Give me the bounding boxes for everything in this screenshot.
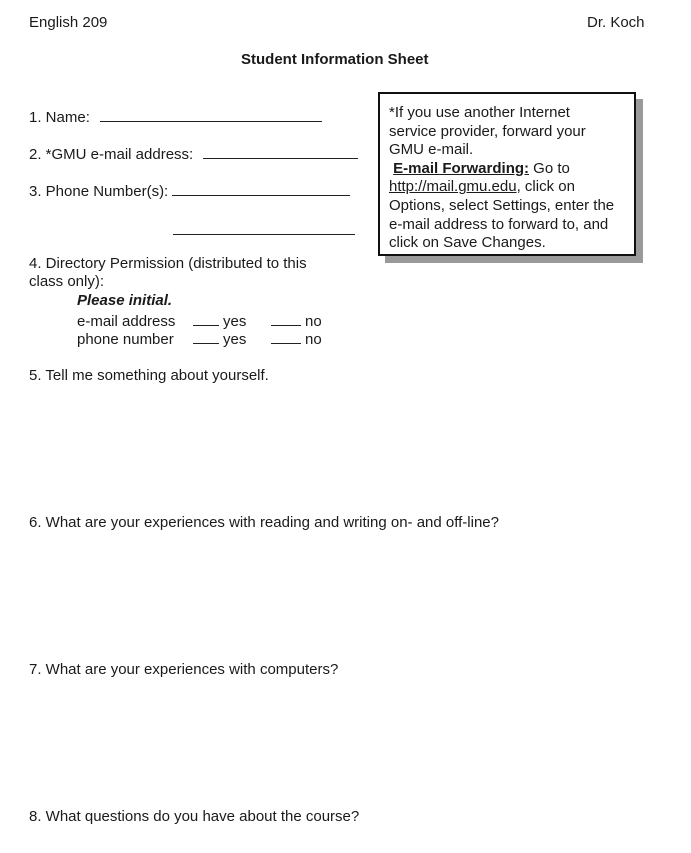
note-heading: E-mail Forwarding: [393,159,530,177]
note-line: *If you use another Internet [389,104,570,121]
note-line: GMU e-mail. [389,141,474,159]
note-line: Options, select Settings, enter the [389,196,615,214]
question-email-label: 2. *GMU e-mail address: [29,146,194,163]
question-directory-line2: class only): [29,273,105,290]
note-line: e-mail address to forward to, and [389,215,609,233]
permission-row-phone [77,329,322,349]
question-name [29,107,322,127]
gmu-mail-link[interactable]: http://mail.gmu.edu [389,178,517,196]
permission-label: phone number [77,331,174,348]
question-reading-writing: 6. What are your experiences with reading and writing on- and off-line? [29,514,499,531]
yes-label: yes [223,331,247,348]
name-field[interactable] [100,107,322,122]
question-course: 8. What questions do you have about the course? [29,808,360,825]
email-forwarding-note [378,92,636,256]
phone-yes-field[interactable] [193,329,219,344]
page-title: Student Information Sheet [241,51,429,68]
phone-no-field[interactable] [271,329,301,344]
email-no-field[interactable] [271,311,301,326]
phone-field-1[interactable] [172,181,350,196]
note-text: Go to [529,159,570,177]
no-label: no [305,313,322,330]
question-phone [29,181,350,201]
question-about-yourself: 5. Tell me something about yourself. [29,367,269,384]
question-name-label: 1. Name: [29,109,90,126]
no-label: no [305,331,322,348]
note-line: click on Save Changes. [389,234,546,252]
note-link-line [389,178,634,197]
permission-row-email [77,311,322,331]
email-field[interactable] [203,144,358,159]
phone-field-2[interactable] [173,220,355,235]
question-computers: 7. What are your experiences with computers? [29,661,339,678]
email-yes-field[interactable] [193,311,219,326]
question-directory-line1: 4. Directory Permission (distributed to this [29,255,307,272]
course-name: English 209 [29,14,108,31]
question-email [29,144,358,164]
question-phone-label: 3. Phone Number(s): [29,183,169,200]
instructor-name: Dr. Koch [587,14,645,31]
note-text: , click on [516,178,575,196]
initial-instruction: Please initial. [77,292,173,309]
note-line: service provider, forward your [389,122,586,140]
note-heading-line [389,160,634,179]
permission-label: e-mail address [77,313,176,330]
yes-label: yes [223,313,247,330]
